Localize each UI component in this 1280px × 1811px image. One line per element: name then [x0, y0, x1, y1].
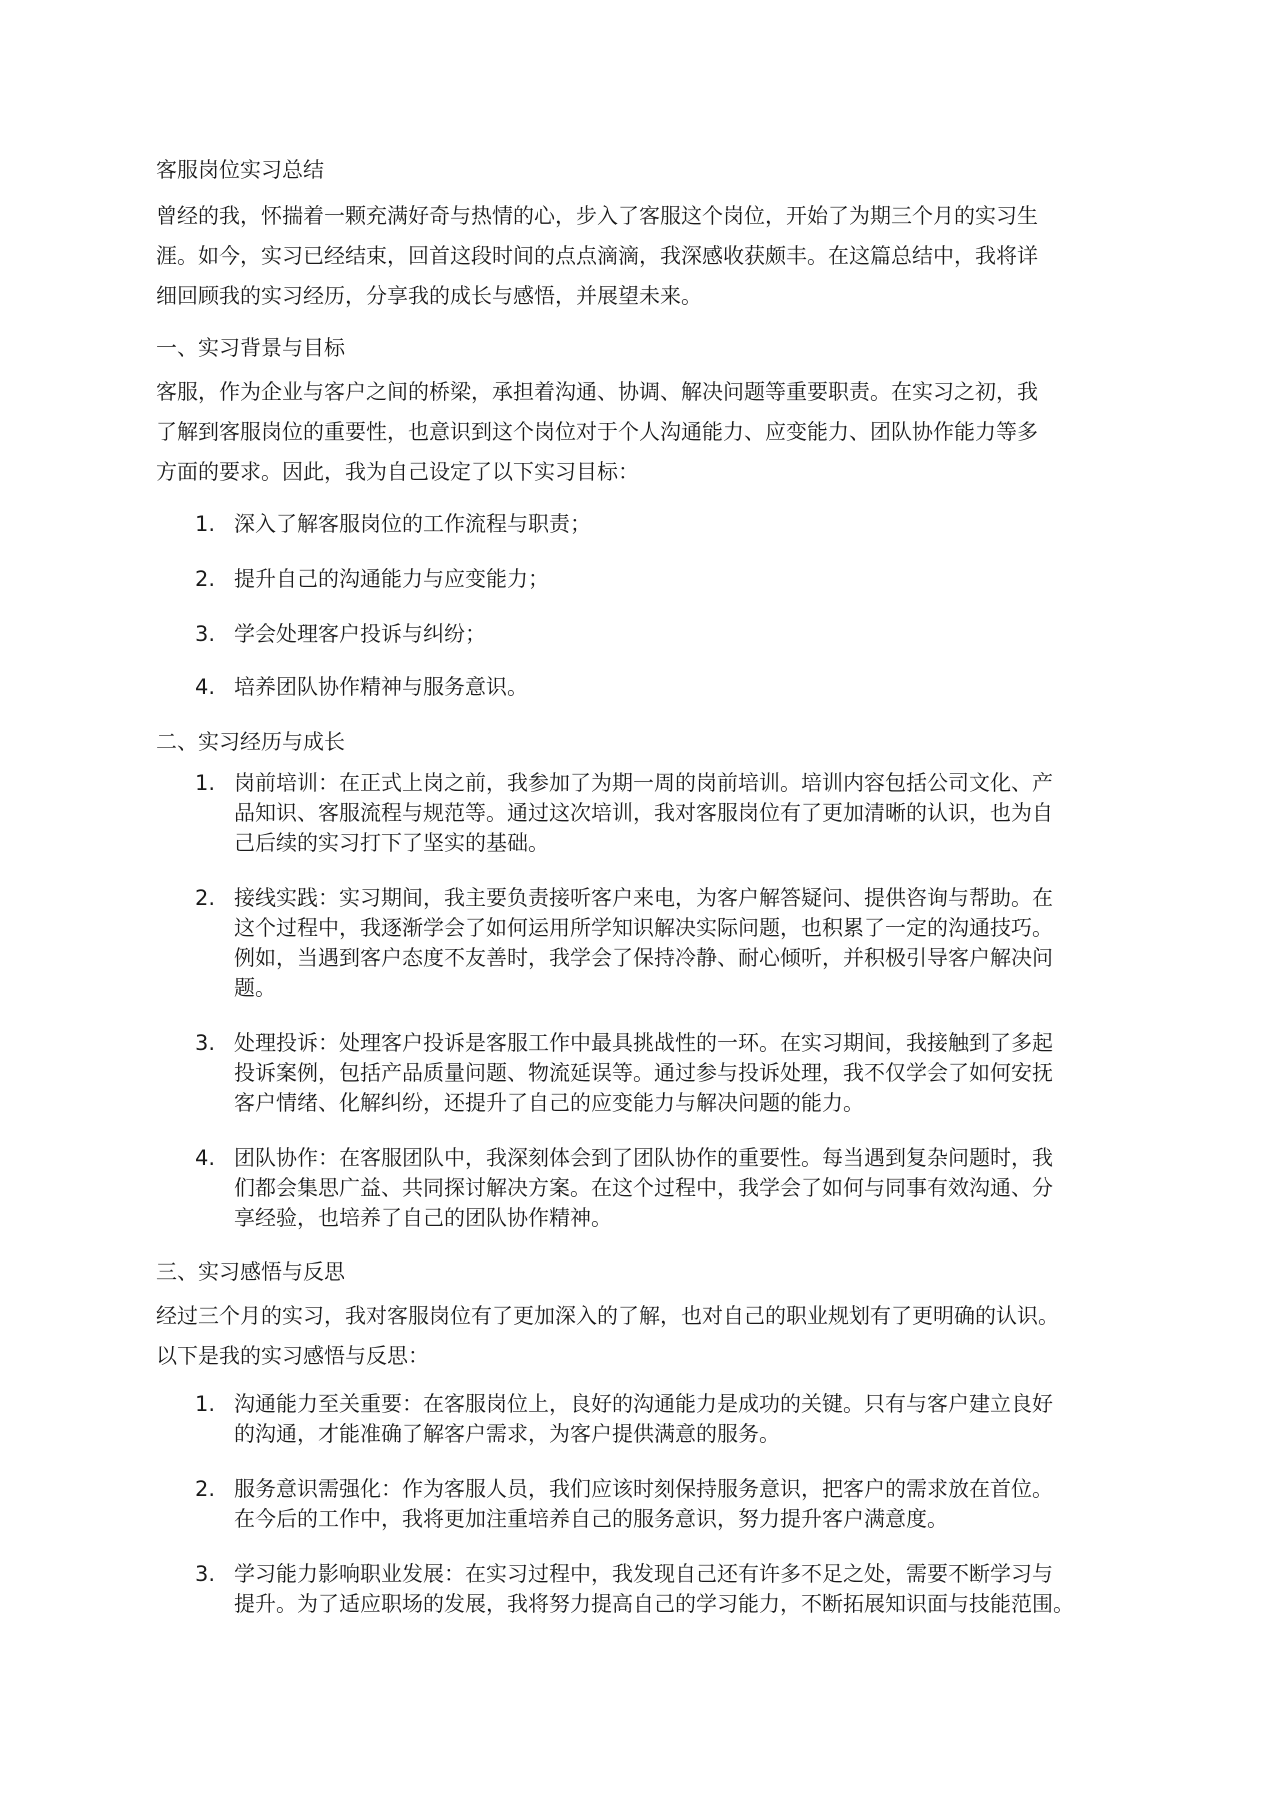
list-line: 学会处理客户投诉与纠纷；	[234, 622, 486, 646]
list-text	[234, 1028, 1134, 1118]
section-1-line: 了解到客服岗位的重要性，也意识到这个岗位对于个人沟通能力、应变能力、团队协作能力等多	[156, 420, 1038, 444]
section-3-paragraph	[156, 1296, 1116, 1376]
intro-line: 曾经的我，怀揣着一颗充满好奇与热情的心，步入了客服这个岗位，开始了为期三个月的实习生	[156, 204, 1038, 228]
list-line: 沟通能力至关重要：在客服岗位上，良好的沟通能力是成功的关键。只有与客户建立良好	[234, 1392, 1053, 1416]
list-line: 在今后的工作中，我将更加注重培养自己的服务意识，努力提升客户满意度。	[234, 1507, 948, 1531]
intro-line: 涯。如今，实习已经结束，回首这段时间的点点滴滴，我深感收获颇丰。在这篇总结中，我将详	[156, 244, 1038, 268]
intro-line: 细回顾我的实习经历，分享我的成长与感悟，并展望未来。	[156, 284, 702, 308]
section-1-heading: 一、实习背景与目标	[156, 336, 345, 360]
section-1-line: 方面的要求。因此，我为自己设定了以下实习目标：	[156, 460, 639, 484]
list-line: 接线实践：实习期间，我主要负责接听客户来电，为客户解答疑问、提供咨询与帮助。在	[234, 886, 1053, 910]
list-text	[234, 672, 1134, 702]
list-text	[234, 1474, 1134, 1534]
list-text	[234, 768, 1134, 858]
list-number: 2.	[195, 1477, 216, 1501]
list-number: 1.	[195, 1392, 216, 1416]
list-line: 品知识、客服流程与规范等。通过这次培训，我对客服岗位有了更加清晰的认识，也为自	[234, 801, 1053, 825]
list-line: 培养团队协作精神与服务意识。	[234, 675, 528, 699]
list-line: 这个过程中，我逐渐学会了如何运用所学知识解决实际问题，也积累了一定的沟通技巧。	[234, 916, 1053, 940]
list-number: 4.	[195, 1146, 216, 1170]
list-line: 客户情绪、化解纠纷，还提升了自己的应变能力与解决问题的能力。	[234, 1091, 864, 1115]
list-text	[234, 1389, 1134, 1449]
list-number: 3.	[195, 1562, 216, 1586]
list-number: 4.	[195, 675, 216, 699]
list-line: 提升自己的沟通能力与应变能力；	[234, 567, 549, 591]
list-line: 服务意识需强化：作为客服人员，我们应该时刻保持服务意识，把客户的需求放在首位。	[234, 1477, 1053, 1501]
list-text	[234, 1559, 1134, 1619]
section-2-heading: 二、实习经历与成长	[156, 730, 345, 754]
section-3-line: 经过三个月的实习，我对客服岗位有了更加深入的了解，也对自己的职业规划有了更明确的认识。	[156, 1304, 1059, 1328]
list-line: 己后续的实习打下了坚实的基础。	[234, 831, 549, 855]
list-line: 题。	[234, 976, 276, 1000]
list-line: 岗前培训：在正式上岗之前，我参加了为期一周的岗前培训。培训内容包括公司文化、产	[234, 771, 1053, 795]
list-line: 例如，当遇到客户态度不友善时，我学会了保持冷静、耐心倾听，并积极引导客户解决问	[234, 946, 1053, 970]
list-number: 3.	[195, 622, 216, 646]
list-line: 团队协作：在客服团队中，我深刻体会到了团队协作的重要性。每当遇到复杂问题时，我	[234, 1146, 1053, 1170]
document-title: 客服岗位实习总结	[156, 158, 324, 182]
section-1-paragraph	[156, 372, 1116, 492]
list-text	[234, 509, 1134, 539]
list-line: 享经验，也培养了自己的团队协作精神。	[234, 1206, 612, 1230]
list-text	[234, 883, 1134, 1003]
list-line: 投诉案例，包括产品质量问题、物流延误等。通过参与投诉处理，我不仅学会了如何安抚	[234, 1061, 1053, 1085]
list-line: 们都会集思广益、共同探讨解决方案。在这个过程中，我学会了如何与同事有效沟通、分	[234, 1176, 1053, 1200]
section-3-heading: 三、实习感悟与反思	[156, 1260, 345, 1284]
list-number: 1.	[195, 771, 216, 795]
list-line: 提升。为了适应职场的发展，我将努力提高自己的学习能力，不断拓展知识面与技能范围。	[234, 1592, 1074, 1616]
section-3-line: 以下是我的实习感悟与反思：	[156, 1344, 429, 1368]
list-line: 处理投诉：处理客户投诉是客服工作中最具挑战性的一环。在实习期间，我接触到了多起	[234, 1031, 1053, 1055]
list-text	[234, 1143, 1134, 1233]
section-1-line: 客服，作为企业与客户之间的桥梁，承担着沟通、协调、解决问题等重要职责。在实习之初，我	[156, 380, 1038, 404]
list-number: 1.	[195, 512, 216, 536]
list-number: 2.	[195, 886, 216, 910]
list-line: 学习能力影响职业发展：在实习过程中，我发现自己还有许多不足之处，需要不断学习与	[234, 1562, 1053, 1586]
intro-paragraph	[156, 196, 1116, 316]
list-line: 的沟通，才能准确了解客户需求，为客户提供满意的服务。	[234, 1422, 780, 1446]
list-text	[234, 619, 1134, 649]
list-text	[234, 564, 1134, 594]
list-number: 3.	[195, 1031, 216, 1055]
list-line: 深入了解客服岗位的工作流程与职责；	[234, 512, 591, 536]
list-number: 2.	[195, 567, 216, 591]
